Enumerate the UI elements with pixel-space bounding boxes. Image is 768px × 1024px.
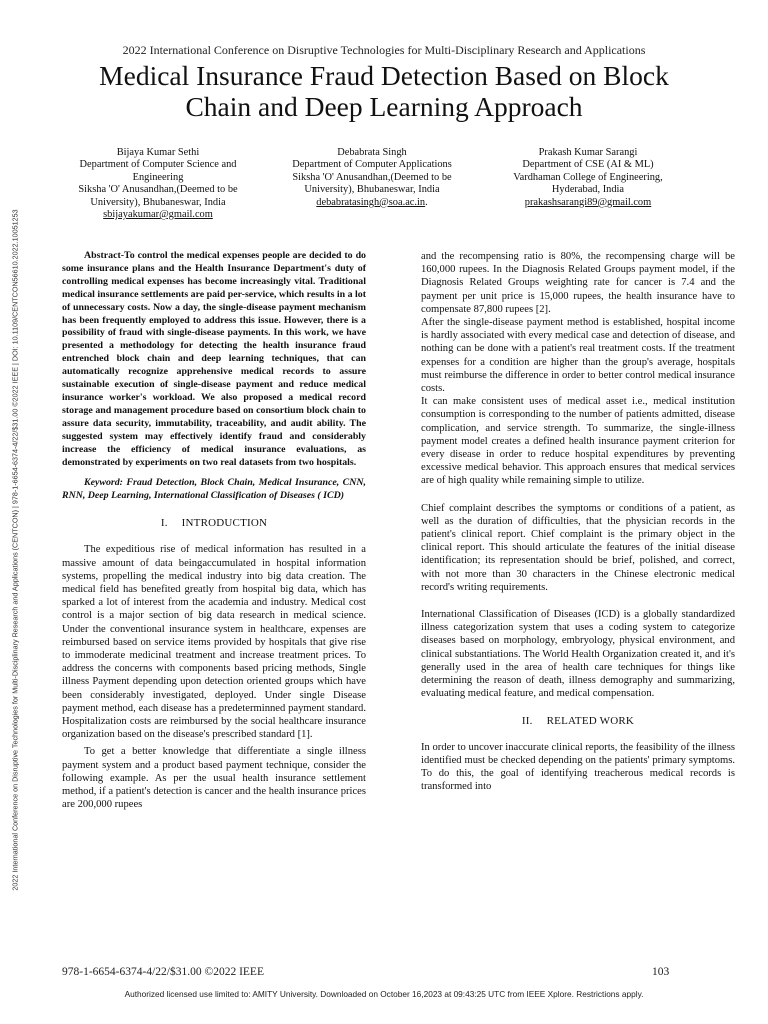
- intro-paragraph: To get a better knowledge that differentiate a single illness payment system and a product based payment technique, consider the following example. As per the usual health insurance settlement method, if a patient's detection is cancer and the health insurance prices are 200,000 rupees: [62, 746, 366, 811]
- left-column: [62, 250, 366, 811]
- body-paragraph: It can make consistent uses of medical asset i.e., medical institution consumption is corresponding to the number of patients admitted, disease complication, and service strength. To summarize, the single-illness payment model creates a defined health insurance payment criterion for every disease in order to reduce hospital expenditures by preventing excessive medical behavior. This approach ensures that medical services are of high quality while remaining simple to utilize.: [421, 396, 735, 487]
- author-block-3: [488, 147, 688, 209]
- section-title: INTRODUCTION: [181, 517, 268, 530]
- author-affiliation-line: Department of CSE (AI & ML): [522, 159, 654, 171]
- body-paragraph: International Classification of Diseases (ICD) is a globally standardized illness categorization system that uses a coding system to categorize diseases based on morphology, embryology, physical environment, and clinical substantiations. The World Health Organization created it, and it's generally used in the area of health care techniques for things like determining the reason of death, illness demography and summarizing, evaluating medical feature, and medical compensation.: [421, 609, 735, 700]
- author-affiliation-line: Vardhaman College of Engineering,: [513, 171, 663, 183]
- author-affiliation-line: Hyderabad, India: [551, 184, 625, 196]
- author-affiliation-line: Department of Computer Science and: [79, 159, 237, 171]
- section-title: RELATED WORK: [546, 714, 635, 727]
- author-block-2: [272, 147, 472, 209]
- author-affiliation-line: University), Bhubaneswar, India: [304, 184, 440, 196]
- section-heading-introduction: [62, 517, 366, 530]
- author-name: Prakash Kumar Sarangi: [538, 147, 638, 158]
- section-number: I.: [160, 517, 168, 530]
- author-name: Bijaya Kumar Sethi: [116, 147, 200, 158]
- keywords: Keyword: Fraud Detection, Block Chain, Medical Insurance, CNN, RNN, Deep Learning, International Classification of Diseases ( ICD): [62, 477, 366, 502]
- doi-sidebar: [8, 120, 22, 980]
- section-heading-related-work: [421, 715, 735, 728]
- title-line-1: Medical Insurance Fraud Detection Based on Block: [99, 60, 669, 91]
- author-email-link[interactable]: debabratasingh@soa.ac.in: [316, 196, 426, 208]
- body-paragraph: and the recompensing ratio is 80%, the recompensing charge will be 160,000 rupees. In the Diagnosis Related Groups payment model, if the Diagnosis Related Groups weighting rate for cancer is 7.4 and the payment per unit price is 15,000 rupees, the health insurance have to compensate 87,800 rupees [2].: [421, 251, 735, 315]
- body-paragraph: Chief complaint describes the symptoms or conditions of a patient, as well as the duration of difficulties, that the physician records in the patient's clinical report. Chief complaint is the primary object in the clinical report. This should articulate the features of the initial disease identification; its representation should be brief, polished, and correct, with not more than 30 characters in the Chinese electronic medical record's writing requirements.: [421, 502, 735, 593]
- author-affiliation-line: Department of Computer Applications: [292, 159, 452, 171]
- abstract: Abstract-To control the medical expenses people are decided to do some insurance plans and the Health Insurance Department's duty of controlling medical expenses has become increasingly vital. Traditional medical insurance settlements are paid per-service, which results in a lot of unnecessary costs. Now a day, the single-disease payment mechanism has been frequently employed to address this issue. However, there is a possibility of fraud with single-disease payments. In this work, we have presented a methodology for detecting the health insurance fraud entrenched block chain and deep learning techniques, that can automatically recognize apprehensive medical records to assure sustainable execution of single-disease payment and reduce medical insurance worker's workload. We also proposed a medical record storage and management procedure based on consortium block chain to assure data security, immutability, traceability, and audit ability. The suggested system may effectively identify fraud and considerably increase the efficiency of medical insurance evaluations, as demonstrated by experiments on two real datasets from two hospitals.: [62, 250, 366, 468]
- paper-title: [30, 60, 738, 122]
- author-email-link[interactable]: prakashsarangi89@gmail.com: [524, 196, 652, 208]
- intro-paragraph: The expeditious rise of medical information has resulted in a massive amount of data beingaccumulated in hospital information systems, propelling the medical industry into big data creation. The medical field has benefited greatly from hospital big data, which has sparked a lot of interest from the academia and industry. Medical cost control is a major section of big data research in medical science. Under the conventional insurance system in healthcare, expenses are reimbursed based on service items provided by hospitals that give rise to immoderate medicinal treatment and increase treatment prices. To address the concerns with components based pricing methods, Single illness Payment depending upon detection oriented groups which have been considerably investigated, deployed. Under single Disease payment method, each disease has a predeterminned payment standard. Hospitalization costs are reimbursed by the social healthcare insurance organization based on the disease's prescribed standard [1].: [62, 544, 366, 741]
- author-name: Debabrata Singh: [337, 147, 407, 158]
- page-number: 103: [652, 966, 670, 978]
- section-number: II.: [521, 714, 533, 727]
- author-email-link[interactable]: sbijayakumar@gmail.com: [103, 209, 213, 221]
- author-block-1: [58, 147, 258, 221]
- author-affiliation-line: Siksha 'O' Anusandhan,(Deemed to be: [78, 184, 238, 196]
- conference-header: 2022 International Conference on Disruptive Technologies for Multi-Disciplinary Research and Applications: [122, 43, 646, 57]
- email-suffix: .: [425, 196, 428, 208]
- title-line-2: Chain and Deep Learning Approach: [185, 91, 583, 122]
- author-affiliation-line: University), Bhubaneswar, India: [90, 196, 226, 208]
- footer-isbn: 978-1-6654-6374-4/22/$31.00 ©2022 IEEE: [62, 966, 264, 978]
- author-affiliation-line: Engineering: [132, 171, 184, 183]
- sidebar-citation-text: 2022 International Conference on Disruptive Technologies for Multi-Disciplinary Research and Applications (CENTCON) | 978-1-6654-6374-4/22/$31.00 ©2022 IEEE | DOI: 10.1109/CENTCON56610.2022.10051253: [10, 209, 20, 891]
- body-paragraph: After the single-disease payment method is established, hospital income is hardly associated with every medical case and detection of disease, and nothing can be done with a patient's real treatment costs. If the treatment expenses for a condition are higher than the group's average, hospitals must reimburse the difference in order to better control medical insurance costs.: [421, 317, 735, 395]
- body-paragraph: In order to uncover inaccurate clinical reports, the feasibility of the illness identified must be checked depending on the patients' primary symptoms. To do this, the goal of identifying treacherous medical records is transformed into: [421, 741, 735, 793]
- author-affiliation-line: Siksha 'O' Anusandhan,(Deemed to be: [292, 171, 452, 183]
- right-column: [421, 250, 735, 794]
- authorized-use-note: Authorized licensed use limited to: AMITY University. Downloaded on October 16,2023 at 09:43:25 UTC from IEEE Xplore. Restrictions apply.: [124, 989, 644, 999]
